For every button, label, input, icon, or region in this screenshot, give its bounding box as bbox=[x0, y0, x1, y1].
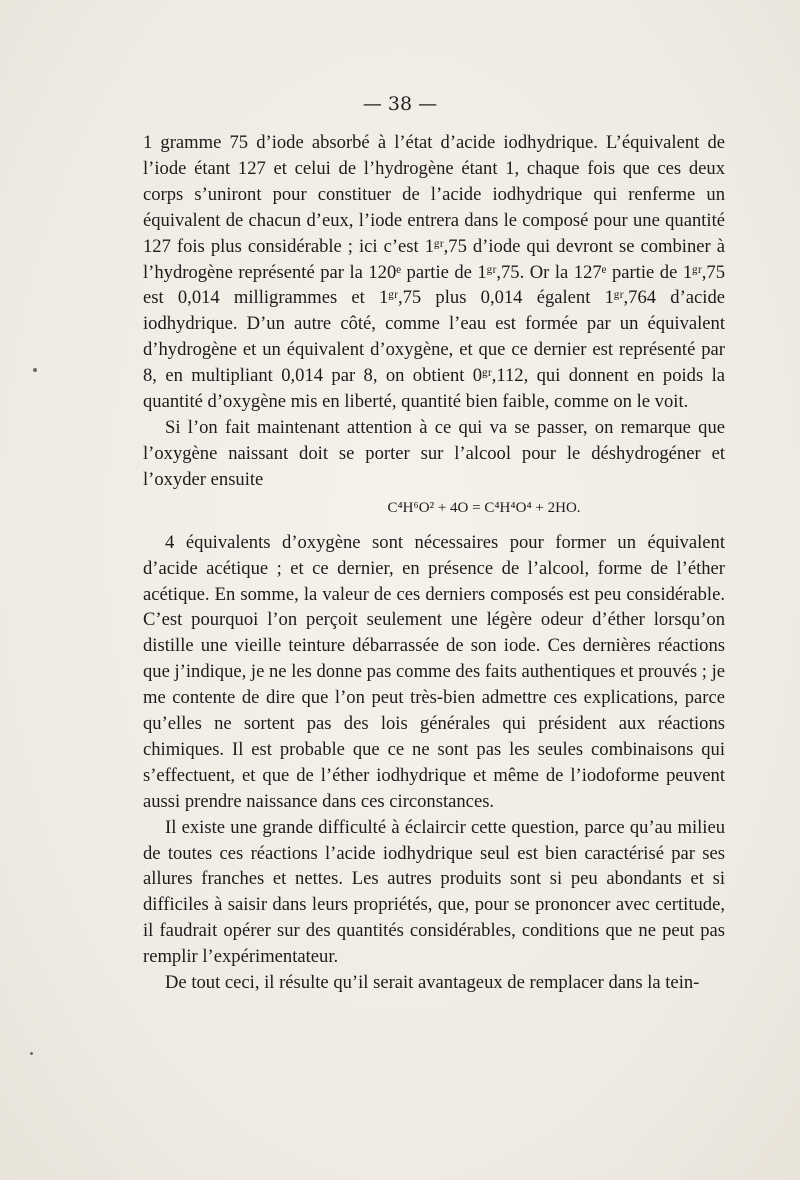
paragraph-iodine-equivalents: 1 gramme 75 d’iode absorbé à l’état d’acide iodhydrique. L’équivalent de l’iode étant 127 et celui de l’hydrogène étant 1, chaque fois que ces deux corps s’uniront pour constituer de l’acide iodhydrique qui renferme un équivalent de chacun d’eux, l’iode entrera dans le composé pour une quantité 127 fois plus considérable ; ici c’est 1ᵍʳ,75 d’iode qui devront se combiner à l’hydrogène représenté par la 120ᵉ partie de 1ᵍʳ,75. Or la 127ᵉ partie de 1ᵍʳ,75 est 0,014 milligrammes et 1ᵍʳ,75 plus 0,014 égalent 1ᵍʳ,764 d’acide iodhydrique. D’un autre côté, comme l’eau est formée par un équivalent d’hydrogène et un équivalent d’oxygène, et que ce dernier est représenté par 8, en multipliant 0,014 par 8, on obtient 0ᵍʳ,112, qui donnent en poids la quantité d’oxygène mis en liberté, quantité bien faible, comme on le voit. bbox=[143, 132, 725, 413]
chemical-formula: C⁴H⁶O² + 4O = C⁴H⁴O⁴ + 2HO. bbox=[387, 499, 581, 516]
paragraph-difficulty: Il existe une grande difficulté à éclaircir cette question, parce qu’au milieu de toutes ces réactions l’acide iodhydrique seul est bien caractérisé par ses allures franches et nettes. Les autres produits sont si peu abondants et si difficiles à saisir dans leurs propriétés, que, pour se prononcer avec certitude, il faudrait opérer sur des quantités considérables, conditions que ne peut pas remplir l’expérimentateur. bbox=[143, 816, 725, 968]
page-number: — 38 — bbox=[362, 93, 438, 115]
page-body bbox=[143, 130, 725, 996]
paragraph-conclusion: De tout ceci, il résulte qu’il serait avantageux de remplacer dans la tein- bbox=[165, 972, 700, 994]
paragraph-nascent-oxygen: Si l’on fait maintenant attention à ce qui va se passer, on remarque que l’oxygène naissant doit se porter sur l’alcool pour le déshydrogéner et l’oxyder ensuite bbox=[143, 416, 725, 490]
margin-speck bbox=[30, 1052, 33, 1055]
paragraph-acetic-acid: 4 équivalents d’oxygène sont nécessaires pour former un équivalent d’acide acétique ; et ce dernier, en présence de l’alcool, forme de l’éther acétique. En somme, la valeur de ces derniers composés est peu considérable. C’est pourquoi l’on perçoit seulement une légère odeur d’éther lorsqu’on distille une vieille teinture débarrassée de son iode. Ces dernières réactions que j’indique, je ne les donne pas comme des faits authentiques et prouvés ; je me contente de dire que l’on peut très-bien admettre ces explications, parce qu’elles ne sortent pas des lois générales qui président aux réactions chimiques. Il est probable que ce ne sont pas les seules combinaisons qui s’effectuent, et que de l’éther iodhydrique et même de l’iodoforme peuvent aussi prendre naissance dans ces circonstances. bbox=[143, 531, 725, 812]
margin-speck bbox=[33, 368, 37, 372]
